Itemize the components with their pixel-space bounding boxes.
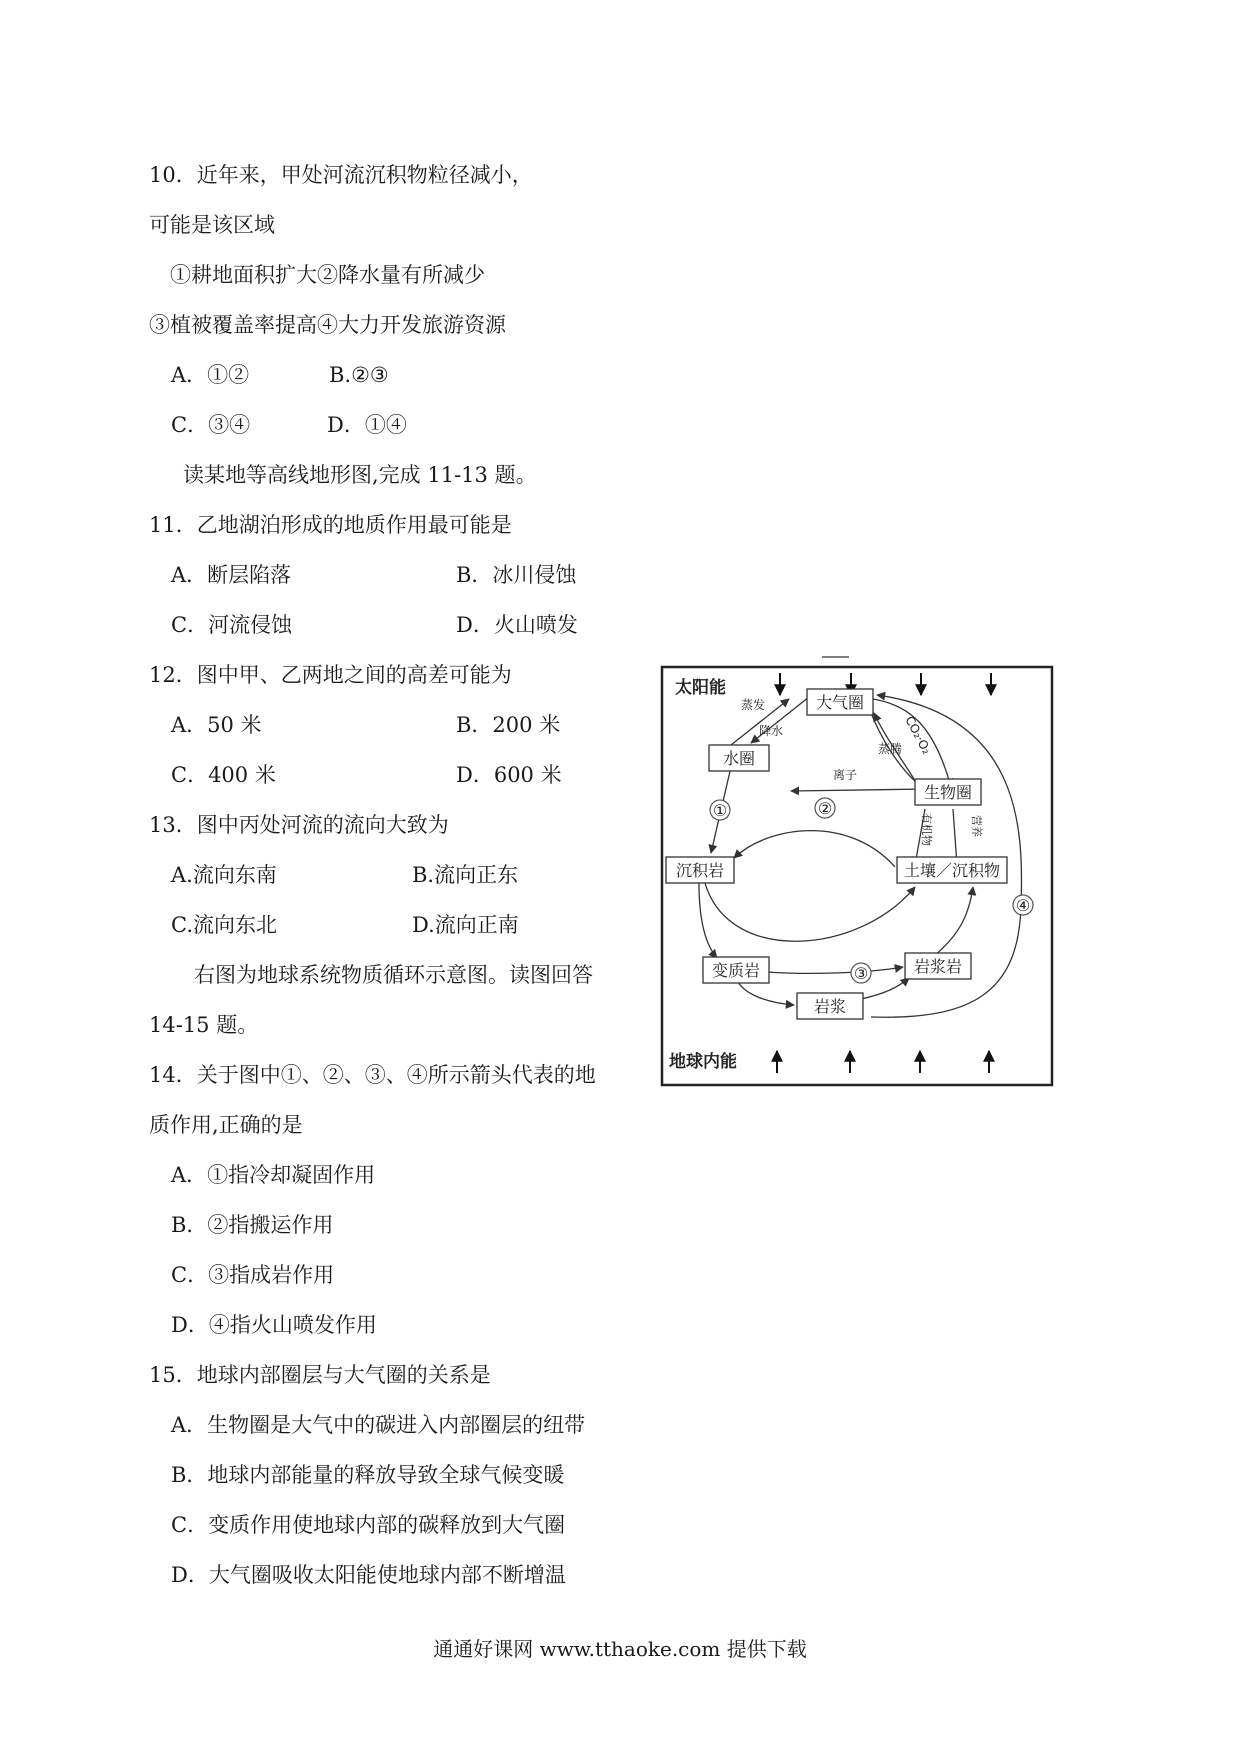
box-sedimentary-rock — [666, 857, 734, 883]
label-co2-o2: CO₂·O₂ — [902, 713, 934, 757]
q10-option-a: A．①② — [171, 363, 250, 387]
q10-stem-line1: 10．近年来，甲处河流沉积物粒径减小， — [149, 163, 533, 187]
box-atmosphere — [807, 689, 873, 715]
box-magmatic-rock — [905, 953, 971, 979]
box-hydrosphere-label: 水圈 — [722, 749, 756, 768]
box-sedimentary-rock-label: 沉积岩 — [675, 861, 725, 880]
box-soil-sediment-label: 土壤／沉积物 — [903, 861, 1001, 880]
q11-option-c: C．河流侵蚀 — [171, 613, 293, 637]
q12-option-b: B．200 米 — [456, 713, 561, 737]
q14-option-b: B．②指搬运作用 — [171, 1213, 334, 1237]
q12-option-d: D．600 米 — [456, 763, 562, 787]
box-magma — [797, 993, 863, 1019]
q14-option-a: A．①指冷却凝固作用 — [171, 1163, 376, 1187]
q13-stem: 13．图中丙处河流的流向大致为 — [149, 813, 449, 837]
q15-option-b: B．地球内部能量的释放导致全球气候变暖 — [171, 1463, 565, 1487]
q14-stem-line2: 质作用,正确的是 — [149, 1113, 303, 1137]
q14-option-c: C．③指成岩作用 — [171, 1263, 335, 1287]
label-precipitation: 降水 — [759, 724, 784, 738]
marker-1-label: ① — [712, 801, 728, 820]
q10-statements-line1: ①耕地面积扩大②降水量有所减少 — [170, 263, 485, 287]
label-solar-energy: 太阳能 — [675, 678, 726, 698]
q15-option-d: D．大气圈吸收太阳能使地球内部不断增温 — [171, 1563, 566, 1587]
q11-option-d: D．火山喷发 — [456, 613, 578, 637]
label-nutrients: 营养 — [970, 815, 983, 837]
q12-option-c: C．400 米 — [171, 763, 276, 787]
q13-option-b: B.流向正东 — [412, 863, 519, 887]
internal-energy-arrows — [777, 1051, 989, 1073]
marker-2 — [815, 798, 835, 818]
q10-statements-line2: ③植被覆盖率提高④大力开发旅游资源 — [149, 313, 506, 337]
q12-option-a: A．50 米 — [171, 713, 262, 737]
q10-option-d: D．①④ — [327, 413, 407, 437]
marker-2-label: ② — [817, 799, 833, 818]
q10-stem-line2: 可能是该区域 — [149, 213, 275, 237]
label-evaporation: 蒸发 — [741, 698, 766, 712]
box-biosphere — [915, 779, 981, 805]
q11-stem: 11．乙地湖泊形成的地质作用最可能是 — [149, 513, 512, 537]
box-metamorphic-rock — [703, 957, 769, 983]
q13-option-d: D.流向正南 — [412, 913, 519, 937]
box-hydrosphere — [709, 745, 769, 771]
marker-1 — [710, 800, 730, 820]
label-organic-matter: 有机物 — [920, 813, 933, 846]
box-biosphere-label: 生物圈 — [923, 783, 973, 802]
intro-11-13: 读某地等高线地形图,完成 11-13 题。 — [183, 463, 537, 487]
q14-option-d: D．④指火山喷发作用 — [171, 1313, 377, 1337]
q12-stem: 12．图中甲、乙两地之间的高差可能为 — [149, 663, 512, 687]
q15-stem: 15．地球内部圈层与大气圈的关系是 — [149, 1363, 491, 1387]
label-transpiration: 蒸腾 — [878, 742, 903, 756]
q14-stem-line1: 14．关于图中①、②、③、④所示箭头代表的地 — [149, 1063, 596, 1087]
box-soil-sediment — [897, 857, 1007, 883]
q15-option-c: C．变质作用使地球内部的碳释放到大气圈 — [171, 1513, 566, 1537]
intro-14-15-line1: 右图为地球系统物质循环示意图。读图回答 — [194, 963, 593, 987]
label-ions: 离子 — [833, 768, 858, 782]
q11-option-b: B．冰川侵蚀 — [456, 563, 577, 587]
q13-option-c: C.流向东北 — [171, 913, 277, 937]
q10-option-b: B.②③ — [329, 363, 389, 387]
intro-14-15-line2: 14-15 题。 — [149, 1013, 259, 1037]
page-footer: 通通好课网 www.tthaoke.com 提供下载 — [433, 1637, 807, 1661]
box-magmatic-rock-label: 岩浆岩 — [913, 957, 963, 976]
label-earth-internal-energy: 地球内能 — [669, 1052, 737, 1072]
q15-option-a: A．生物圈是大气中的碳进入内部圈层的纽带 — [171, 1413, 586, 1437]
q13-option-a: A.流向东南 — [171, 863, 277, 887]
marker-4-label: ④ — [1015, 896, 1031, 915]
q10-option-c: C．③④ — [171, 413, 251, 437]
q11-option-a: A．断层陷落 — [171, 563, 292, 587]
marker-3 — [851, 963, 871, 983]
marker-3-label: ③ — [853, 964, 869, 983]
material-cycle-diagram — [659, 655, 1055, 1089]
marker-4 — [1013, 895, 1033, 915]
box-magma-label: 岩浆 — [813, 997, 847, 1016]
box-atmosphere-label: 大气圈 — [815, 693, 865, 712]
box-metamorphic-rock-label: 变质岩 — [711, 961, 761, 980]
